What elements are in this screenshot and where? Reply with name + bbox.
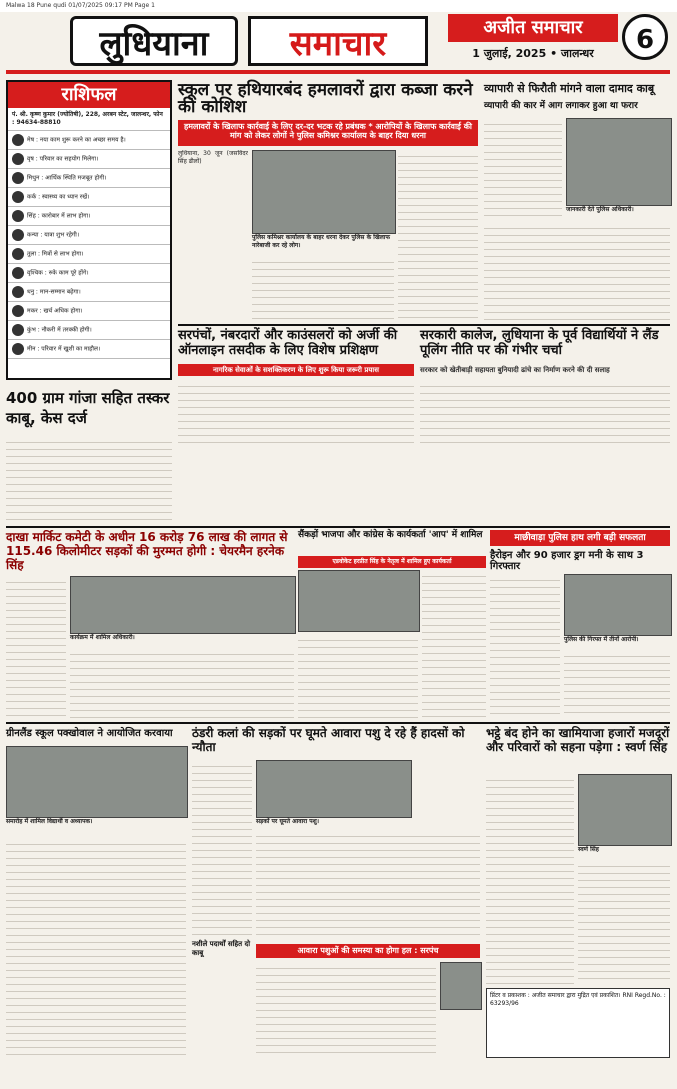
rashifal-sign: कर्क : स्वास्थ्य का ध्यान रखें। — [8, 188, 170, 207]
rashifal-sign: मीन : परिवार में खुशी का माहौल। — [8, 340, 170, 359]
zodiac-icon — [12, 153, 24, 165]
rashifal-sign: कुंभ : नौकरी में तरक्की होगी। — [8, 321, 170, 340]
story3-body — [420, 380, 670, 444]
story10-headline: भट्ठे बंद होने का खामियाजा हजारों मजदूरों और परिवारों को सहना पड़ेगा : स्वर्ण सिंह — [486, 726, 670, 754]
story4-body — [6, 436, 172, 524]
story6-headline: सैंकड़ों भाजपा और कांग्रेस के कार्यकर्ता 'आप' में शामिल — [298, 530, 483, 540]
story6-body — [422, 570, 486, 718]
story9-box-head: आवारा पशुओं की समस्या का होगा हल : सरपंच — [256, 944, 480, 958]
zodiac-icon — [12, 134, 24, 146]
zodiac-icon — [12, 248, 24, 260]
story10-caption: स्वर्ण सिंह — [578, 846, 599, 853]
story6-banner: एडवोकेट हरप्रीत सिंह के नेतृत्व में शामिल हुए कार्यकर्ता — [298, 556, 486, 568]
side-photo-caption: जानकारी देते पुलिस अधिकारी। — [566, 206, 634, 213]
side-body — [484, 118, 562, 218]
rashifal-title: राशिफल — [8, 82, 170, 108]
side-subhead: व्यापारी की कार में आग लगाकर हुआ था फरार — [484, 101, 638, 111]
story2-deck: नागरिक सेवाओं के सशक्तिकरण के लिए शुरू किया जरूरी प्रयास — [178, 364, 414, 376]
zodiac-icon — [12, 324, 24, 336]
lead-photo — [252, 150, 396, 234]
zodiac-icon — [12, 267, 24, 279]
story9-box-body — [256, 962, 436, 1058]
story7-body — [490, 574, 560, 718]
story9-photo — [256, 760, 412, 818]
zodiac-icon — [12, 286, 24, 298]
story2-headline: सरपंचों, नंबरदारों और काउंसलरों को अर्जी की ऑनलाइन तसदीक के लिए विशेष प्रशिक्षण — [178, 328, 398, 358]
rashifal-sign: कन्या : यात्रा शुभ रहेगी। — [8, 226, 170, 245]
rashifal-box — [6, 80, 172, 380]
divider — [6, 722, 670, 724]
rashifal-sign: तुला : मित्रों से लाभ होगा। — [8, 245, 170, 264]
rashifal-subtitle: पं. श्री. कृष्ण कुमार (ज्योतिषी), 228, अरबन स्टेट, जालन्धर, फोन : 94634-88810 — [8, 108, 170, 131]
story5-headline: दाखा मार्किट कमेटी के अधीन 16 करोड़ 76 लाख की लागत से 115.46 किलोमीटर सड़कों की मुरम्मत होगी : चेयरमैन हरनेक सिंह — [6, 530, 288, 572]
lead-body-col — [398, 150, 478, 320]
story10-portrait — [578, 774, 672, 846]
story7-body-2 — [564, 650, 670, 718]
masthead-divider — [6, 70, 670, 74]
rashifal-sign: मिथुन : आर्थिक स्थिति मजबूत होगी। — [8, 169, 170, 188]
story6-body-2 — [298, 634, 418, 718]
rashifal-sign: वृष : परिवार का सहयोग मिलेगा। — [8, 150, 170, 169]
footer-imprint: प्रिंटर व प्रकाशक : अजीत समाचार द्वारा मुद्रित एवं प्रकाशित। RNI Regd.No. : 63293/96 — [486, 988, 670, 1058]
story9-body — [192, 760, 252, 940]
story7-headline: माछीवाड़ा पुलिस हाथ लगी बड़ी सफलता — [490, 530, 670, 546]
zodiac-icon — [12, 305, 24, 317]
story9-body-2 — [256, 830, 480, 940]
side-headline: व्यापारी से फिरौती मांगने वाला दामाद काबू — [484, 82, 655, 95]
story7-caption: पुलिस की गिरफ्त में तीनों आरोपी। — [564, 636, 639, 643]
masthead-city: लुधियाना — [70, 16, 238, 66]
story3-headline: सरकारी कालेज, लुधियाना के पूर्व विद्यार्थियों ने लैंड पूलिंग नीति पर की गंभीर चर्चा — [420, 328, 659, 358]
rashifal-sign: सिंह : कारोबार में लाभ होगा। — [8, 207, 170, 226]
print-info-strip: Malwa 18 Pune qudi 01/07/2025 09:17 PM Page 1 — [0, 0, 677, 12]
story9-headline: ठंडरी कलां की सड़कों पर घूमते आवारा पशु दे रहे हैं हादसों को न्यौता — [192, 726, 465, 754]
side-photo — [566, 118, 672, 206]
story4-headline: 400 ग्राम गांजा सहित तस्कर काबू, केस दर्ज — [6, 389, 170, 427]
story10-body — [486, 774, 574, 984]
zodiac-icon — [12, 343, 24, 355]
divider — [6, 526, 670, 528]
page-number: 6 — [622, 14, 668, 60]
story5-photo — [70, 576, 296, 634]
story2-body — [178, 380, 414, 444]
story5-body-2 — [70, 648, 294, 718]
zodiac-icon — [12, 191, 24, 203]
story7-subhead: हैरोइन और 90 हजार ड्रग मनी के साथ 3 गिरफ्तार — [490, 550, 644, 572]
story5-caption: कार्यक्रम में शामिल अधिकारी। — [70, 634, 135, 641]
zodiac-icon — [12, 229, 24, 241]
lead-dateline: लुधियाना, 30 जून (जसविंदर सिंह ढीलों) — [178, 150, 248, 165]
story10-body-2 — [578, 860, 670, 984]
lead-headline: स्कूल पर हथियारबंद हमलावरों द्वारा कब्जा करने की कोशिश — [178, 80, 473, 117]
story8-photo — [6, 746, 188, 818]
masthead-brand: अजीत समाचार — [448, 14, 618, 42]
story7-photo — [564, 574, 672, 636]
divider — [178, 324, 670, 326]
story8-caption: समारोह में शामिल विद्यार्थी व अध्यापक। — [6, 818, 93, 825]
story5-body — [6, 576, 66, 716]
side-body-2 — [484, 222, 670, 320]
story8-headline: ग्रीनलैंड स्कूल पक्खोवाल ने आयोजित करवाया — [6, 728, 173, 739]
story8-body — [6, 838, 186, 1058]
lead-deck: हमलावरों के खिलाफ कार्रवाई के लिए दर-दर भटक रहे प्रबंधक * आरोपियों के खिलाफ कार्रवाई की मांग को लेकर लोगों ने पुलिस कमिश्नर कार्यालय के बाहर दिया धरना — [178, 120, 478, 146]
rashifal-sign: वृश्चिक : रुके काम पूरे होंगे। — [8, 264, 170, 283]
rashifal-sign: धनु : मान-सम्मान बढ़ेगा। — [8, 283, 170, 302]
masthead-date: 1 जुलाई, 2025 • जालन्धर — [472, 47, 594, 60]
story3-deck: सरकार को खेतीबाड़ी सहायता बुनियादी ढांचे का निर्माण करने की दी सलाह — [420, 366, 610, 374]
zodiac-icon — [12, 172, 24, 184]
story11-headline: नशीले पदार्थों सहित दो काबू — [192, 940, 251, 957]
lead-body — [252, 256, 394, 320]
lead-photo-caption: पुलिस कमिश्नर कार्यालय के बाहर धरना देकर पुलिस के खिलाफ नारेबाजी कर रहे लोग। — [252, 234, 390, 249]
zodiac-icon — [12, 210, 24, 222]
masthead-samachar: समाचार — [248, 16, 428, 66]
story6-photo — [298, 570, 420, 632]
story9-portrait — [440, 962, 482, 1010]
rashifal-sign: मकर : खर्च अधिक होगा। — [8, 302, 170, 321]
rashifal-sign: मेष : नया काम शुरू करने का अच्छा समय है। — [8, 131, 170, 150]
story9-caption: सड़कों पर घूमते आवारा पशु। — [256, 818, 319, 825]
